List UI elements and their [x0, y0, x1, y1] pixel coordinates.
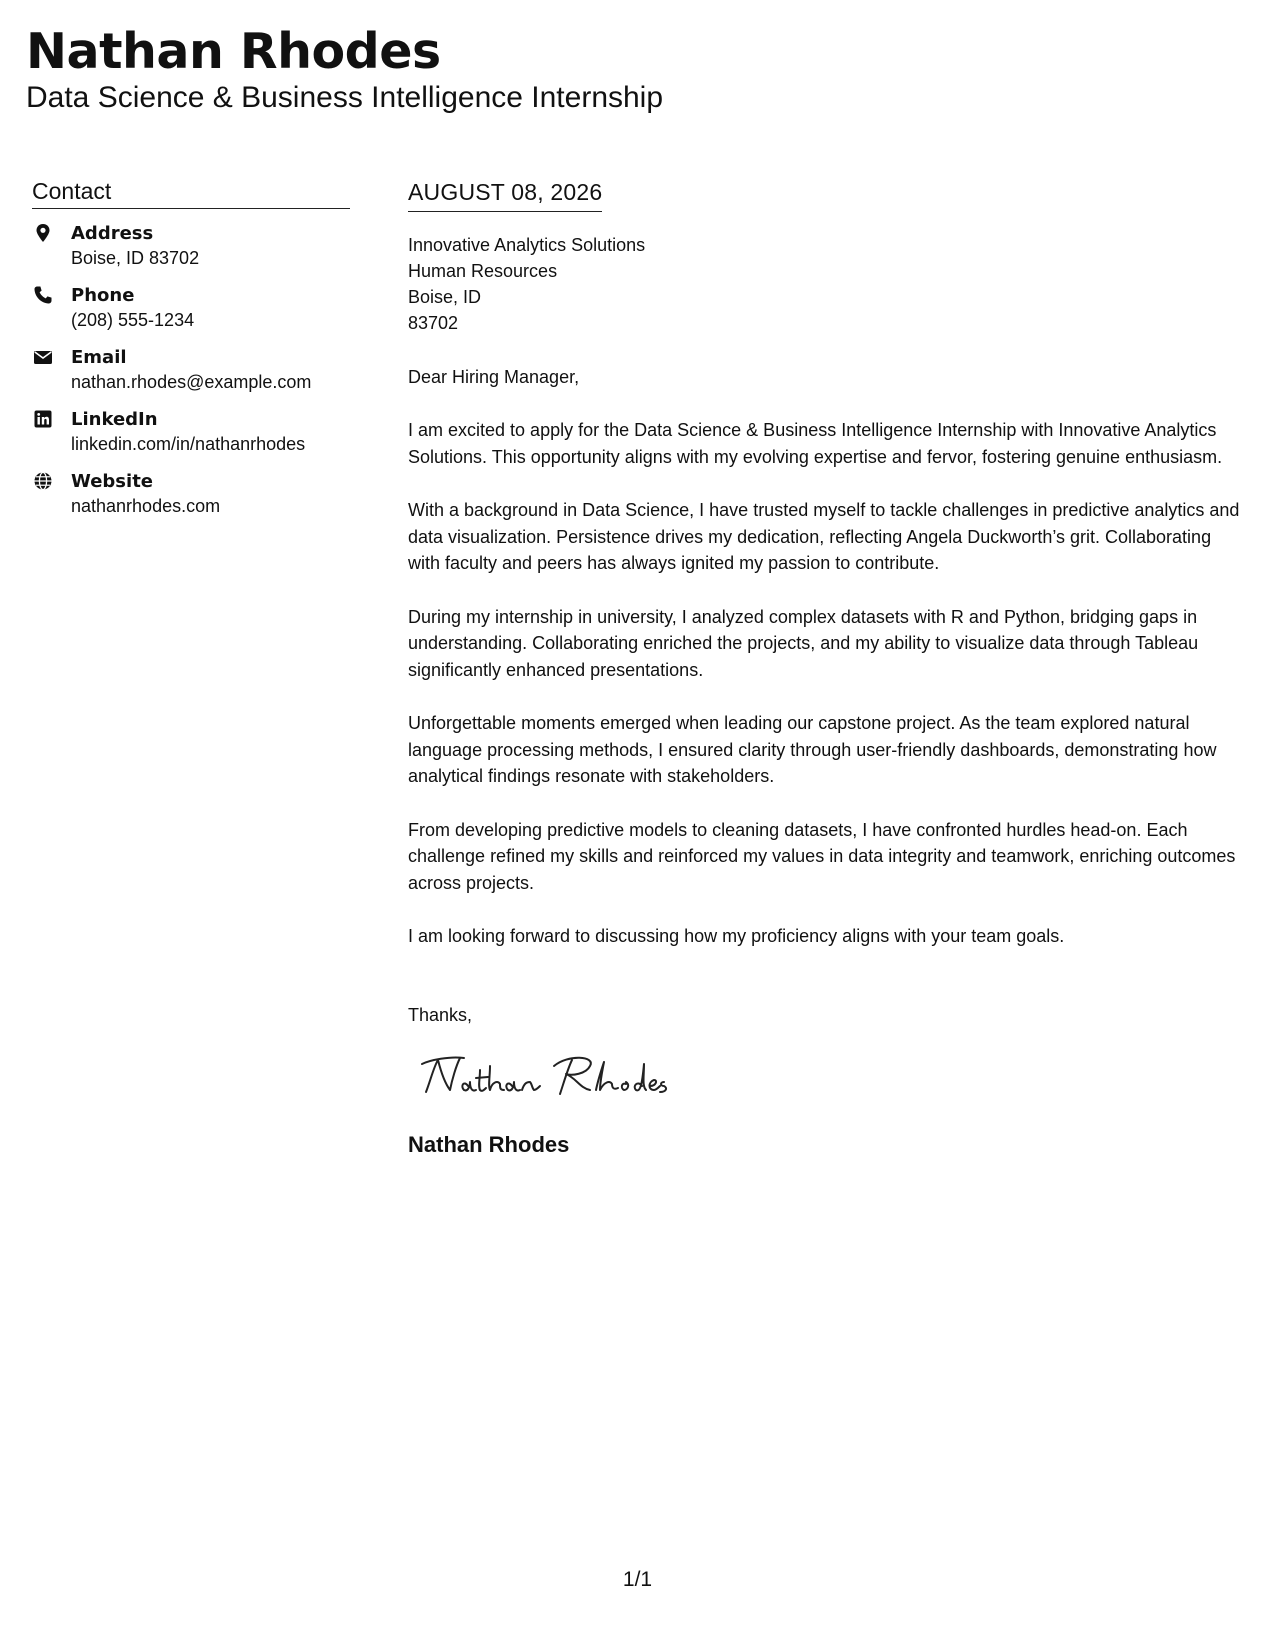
contact-heading: Contact	[32, 176, 350, 209]
linkedin-icon	[33, 409, 53, 429]
recipient-block	[408, 232, 1248, 336]
contact-linkedin	[32, 407, 350, 457]
globe-icon	[33, 471, 53, 491]
letter-body	[408, 176, 1248, 1159]
body-paragraph: With a background in Data Science, I have trusted myself to tackle challenges in predictive analytics and data visualization. Persistence drives my dedication, reflecting Angela Duckworth’s grit. Collaborating with faculty and peers has always ignited my passion to contribute.	[408, 500, 1240, 573]
recipient-city: Boise, ID	[408, 287, 482, 307]
contact-label: Phone	[71, 285, 135, 306]
body-paragraph: During my internship in university, I analyzed complex datasets with R and Python, bridging gaps in understanding. Collaborating enriched the projects, and my ability to visualize data through Tableau significantly enhanced presentations.	[408, 606, 1199, 680]
recipient-company: Innovative Analytics Solutions	[408, 235, 646, 255]
page-number: 1/1	[622, 1568, 653, 1591]
contact-address	[32, 221, 350, 271]
signer-name: Nathan Rhodes	[408, 1131, 570, 1157]
handwritten-signature	[420, 1052, 670, 1104]
contact-value: nathanrhodes.com	[71, 496, 221, 516]
contact-label: Email	[71, 347, 127, 368]
applicant-name: Nathan Rhodes	[26, 23, 441, 80]
contact-website	[32, 469, 350, 519]
body-paragraph: Unforgettable moments emerged when leading our capstone project. As the team explored natural language processing methods, I ensured clarity through user-friendly dashboards, demonstrating how analytical findings resonate with stakeholders.	[408, 713, 1217, 786]
recipient-zip: 83702	[408, 313, 459, 333]
body-paragraph: I am excited to apply for the Data Science & Business Intelligence Internship with Innovative Analytics Solutions. This opportunity aligns with my evolving expertise and fervor, fostering genuine enthusiasm.	[408, 420, 1223, 467]
salutation: Dear Hiring Manager,	[408, 367, 580, 387]
letter-header	[26, 22, 663, 116]
contact-value: nathan.rhodes@example.com	[71, 372, 312, 392]
contact-email	[32, 345, 350, 395]
letter-date: AUGUST 08, 2026	[408, 176, 602, 212]
envelope-icon	[33, 347, 53, 367]
contact-value: linkedin.com/in/nathanrhodes	[71, 434, 306, 454]
body-paragraph: From developing predictive models to cleaning datasets, I have confronted hurdles head-on. Each challenge refined my skills and reinforced my values in data integrity and teamwork, enriching outcomes across projects.	[408, 819, 1236, 893]
contact-value: (208) 555-1234	[71, 310, 195, 330]
body-paragraph: I am looking forward to discussing how my proficiency aligns with your team goals.	[408, 926, 1065, 946]
position-title: Data Science & Business Intelligence Internship	[26, 81, 664, 114]
map-pin-icon	[33, 223, 53, 243]
contact-label: Website	[71, 471, 154, 492]
contact-phone	[32, 283, 350, 333]
contact-label: LinkedIn	[71, 409, 158, 430]
contact-sidebar	[32, 176, 350, 519]
phone-icon	[33, 285, 53, 305]
contact-label: Address	[71, 223, 154, 244]
closing: Thanks,	[408, 1004, 473, 1025]
contact-value: Boise, ID 83702	[71, 248, 200, 268]
recipient-department: Human Resources	[408, 261, 558, 281]
